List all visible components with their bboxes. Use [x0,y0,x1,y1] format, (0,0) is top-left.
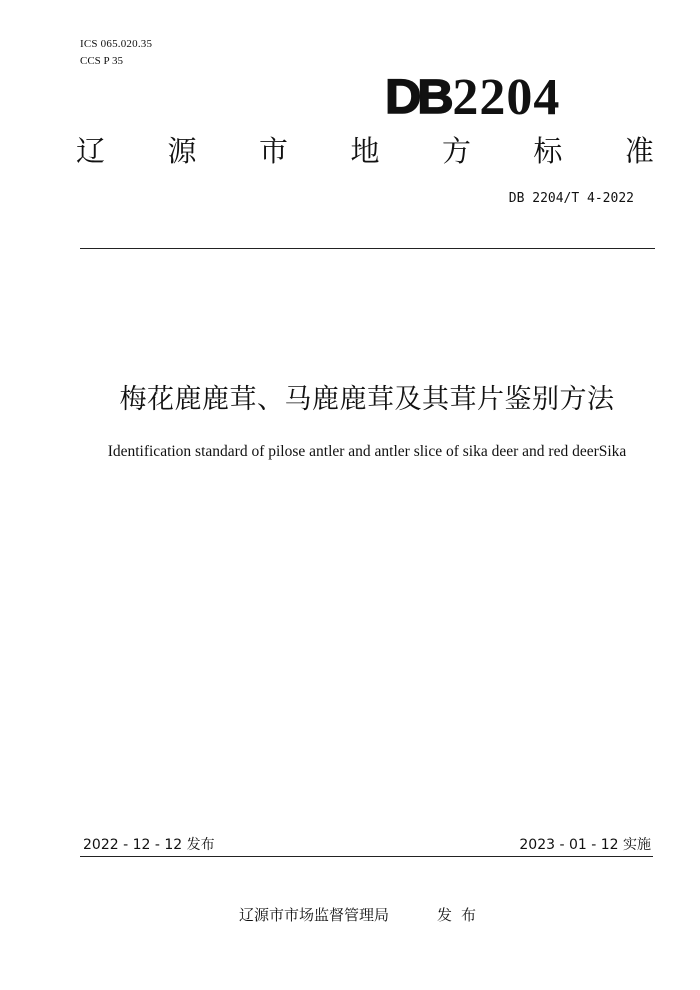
db-logo [385,62,625,126]
standard-type-char: 市 [258,134,288,168]
standard-type-char: 标 [533,134,563,168]
standard-type-char: 源 [167,134,197,168]
issuing-authority: 辽源市市场监督管理局 [239,906,390,924]
standard-type-char: 准 [624,134,654,168]
standard-type-heading [76,131,654,171]
ics-code: ICS 065.020.35 [80,38,153,50]
standard-type-char: 方 [441,134,471,168]
bottom-divider [80,856,653,857]
top-divider [80,248,655,249]
title-english: Identification standard of pilose antler and antler slice of sika deer and red deerSika [107,443,627,460]
issue-label: 发布 [437,906,486,924]
implementation-date: 2023 - 01 - 12 实施 [519,837,651,853]
db-logo-letters: DB [385,71,450,124]
standard-type-char: 辽 [76,134,106,168]
title-chinese: 梅花鹿鹿茸、马鹿鹿茸及其茸片鉴别方法 [119,384,615,415]
db-logo-code: 2204 [452,69,561,126]
standard-type-char: 地 [350,134,380,168]
standard-number: DB 2204/T 4-2022 [508,191,634,206]
ccs-code: CCS P 35 [80,55,124,67]
issue-date: 2022 - 12 - 12 发布 [83,837,215,853]
